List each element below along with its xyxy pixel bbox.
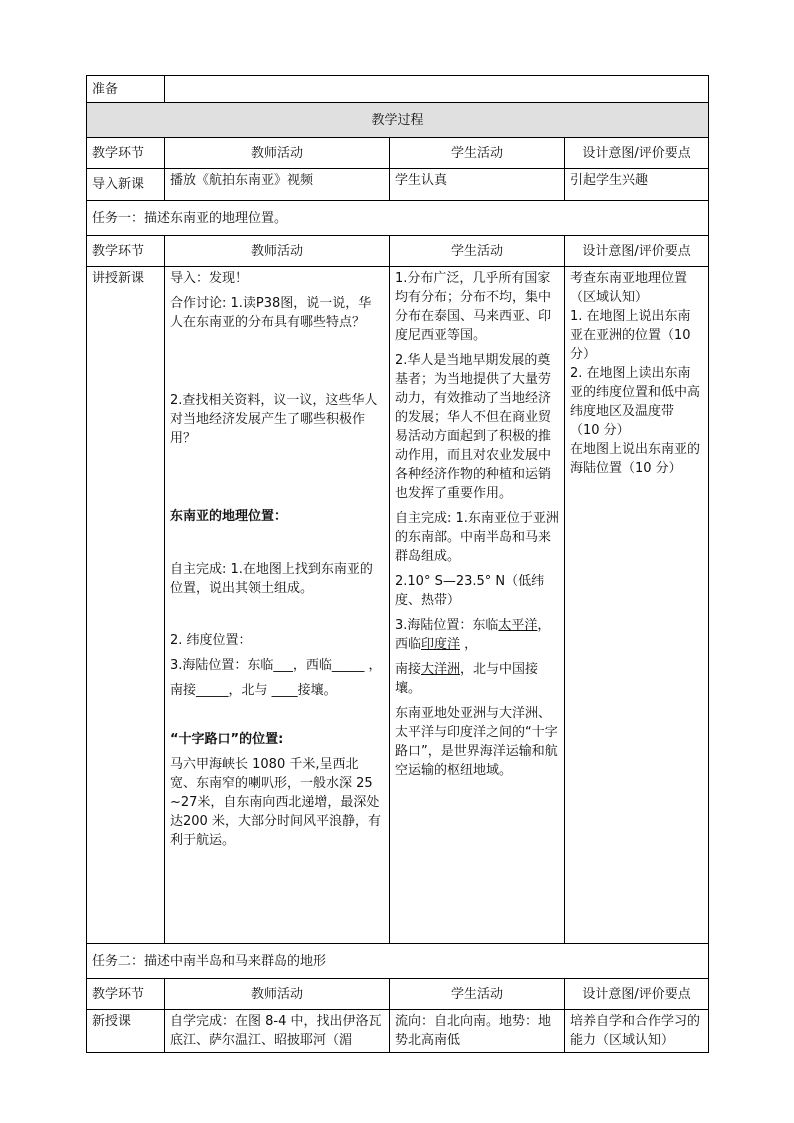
task2-teacher: 自学完成：在图 8-4 中，找出伊洛瓦底江、萨尔温江、昭披耶河（湄 <box>165 1010 390 1053</box>
prep-row <box>87 76 709 103</box>
intro-design: 引起学生兴趣 <box>565 169 709 201</box>
task2-student: 流向：自北向南。地势：地势北高南低 <box>390 1010 565 1053</box>
teacher-sea-land: 3.海陆位置：东临___，西临_____ ， <box>170 658 382 673</box>
text-span: ， <box>537 618 551 633</box>
header-stage: 教学环节 <box>87 979 165 1010</box>
intro-stage: 导入新课 <box>87 169 165 201</box>
design-goal: 考查东南亚地理位置（区域认知） <box>570 271 688 305</box>
teacher-south-north: 南接_____，北与 ____接壤。 <box>170 683 337 698</box>
prep-value <box>165 76 709 103</box>
oceania-answer: 大洋洲 <box>421 662 461 677</box>
task1-title-row <box>87 201 709 236</box>
process-title-row <box>87 103 709 138</box>
teacher-location-heading: 东南亚的地理位置： <box>170 509 288 524</box>
task1-teacher-cell <box>165 267 390 944</box>
student-crossroads: 东南亚地处亚洲与大洋洲、太平洋与印度洋之间的“十字路口”，是世界海洋运输和航空运输的枢纽地域。 <box>395 706 558 778</box>
task2-design: 培养自学和合作学习的能力（区域认知） <box>565 1010 709 1053</box>
intro-student: 学生认真 <box>390 169 565 201</box>
task2-header-row <box>87 979 709 1010</box>
task2-title: 任务二：描述中南半岛和马来群岛的地形 <box>87 944 709 979</box>
student-latitude: 2.10° S—23.5° N（低纬度、热带） <box>395 574 545 608</box>
task1-content-row <box>87 267 709 944</box>
header-student: 学生活动 <box>390 979 565 1010</box>
teacher-discussion-1: 合作讨论: 1.读P38图，说一说，华人在东南亚的分布具有哪些特点？ <box>170 296 372 330</box>
task1-stage: 讲授新课 <box>87 267 165 944</box>
header-student: 学生活动 <box>390 236 565 267</box>
text-span: ，北与中国接壤。 <box>395 662 539 696</box>
teacher-discussion-2: 2.查找相关资料，议一议，这些华人对当地经济发展产生了哪些积极作用？ <box>170 393 378 446</box>
student-sea-land <box>395 616 559 654</box>
header-teacher: 教师活动 <box>165 138 390 169</box>
teacher-self-study: 自主完成: 1.在地图上找到东南亚的位置，说出其领土组成。 <box>170 562 373 596</box>
header-teacher: 教师活动 <box>165 236 390 267</box>
header-student: 学生活动 <box>390 138 565 169</box>
intro-teacher: 播放《航拍东南亚》视频 <box>165 169 390 201</box>
header-stage: 教学环节 <box>87 236 165 267</box>
header-design: 设计意图/评价要点 <box>565 138 709 169</box>
task2-content-row <box>87 1010 709 1053</box>
student-answer-1: 1.分布广泛，几乎所有国家均有分布；分布不均，集中分布在泰国、马来西亚、印度尼西亚等国。 <box>395 271 552 343</box>
intro-row <box>87 169 709 201</box>
teacher-intro: 导入：发现！ <box>170 271 249 286</box>
lesson-plan-page <box>86 75 708 1053</box>
pacific-answer: 太平洋 <box>498 618 538 633</box>
student-south-north <box>395 660 559 698</box>
task1-title: 任务一：描述东南亚的地理位置。 <box>87 201 709 236</box>
task1-design-cell <box>565 267 709 944</box>
student-self-study: 自主完成: 1.东南亚位于亚洲的东南部。中南半岛和马来群岛组成。 <box>395 511 559 564</box>
student-answer-2: 2.华人是当地早期发展的奠基者；为当地提供了大量劳动力，有效推动了当地经济的发展；华人不但在商业贸易活动方面起到了积极的推动作用，而且对农业发展中各种经济作物的种植和运销也发挥了重要作用。 <box>395 353 552 501</box>
task2-stage: 新授课 <box>87 1010 165 1053</box>
design-item-3: 在地图上说出东南亚的海陆位置（10 分） <box>570 442 701 476</box>
header-teacher: 教师活动 <box>165 979 390 1010</box>
prep-label: 准备 <box>87 76 165 103</box>
process-title: 教学过程 <box>87 103 709 138</box>
lesson-plan-table <box>86 75 709 1053</box>
teacher-crossroads-heading: “十字路口”的位置: <box>170 732 284 747</box>
header-row <box>87 138 709 169</box>
task1-header-row <box>87 236 709 267</box>
header-design: 设计意图/评价要点 <box>565 236 709 267</box>
design-item-2: 2. 在地图上读出东南亚的纬度位置和低中高纬度地区及温度带（10 分） <box>570 366 701 438</box>
text-span: 3.海陆位置：东临 <box>395 618 499 633</box>
task1-student-cell <box>390 267 565 944</box>
teacher-malacca: 马六甲海峡长 1080 千米,呈西北宽、东南窄的喇叭形，一般水深 25 ~27米，自东南向西北递增，最深处达200 米，大部分时间风平浪静，有利于航运。 <box>170 757 381 848</box>
design-item-1: 1. 在地图上说出东南亚在亚洲的位置（10 分） <box>570 309 691 362</box>
header-stage: 教学环节 <box>87 138 165 169</box>
text-span: 南接 <box>395 662 422 677</box>
task2-title-row <box>87 944 709 979</box>
text-span: 西临 <box>395 637 422 652</box>
teacher-latitude: 2. 纬度位置： <box>170 633 252 648</box>
indian-ocean-answer: 印度洋 <box>421 637 461 652</box>
header-design: 设计意图/评价要点 <box>565 979 709 1010</box>
text-span: ， <box>460 637 478 652</box>
